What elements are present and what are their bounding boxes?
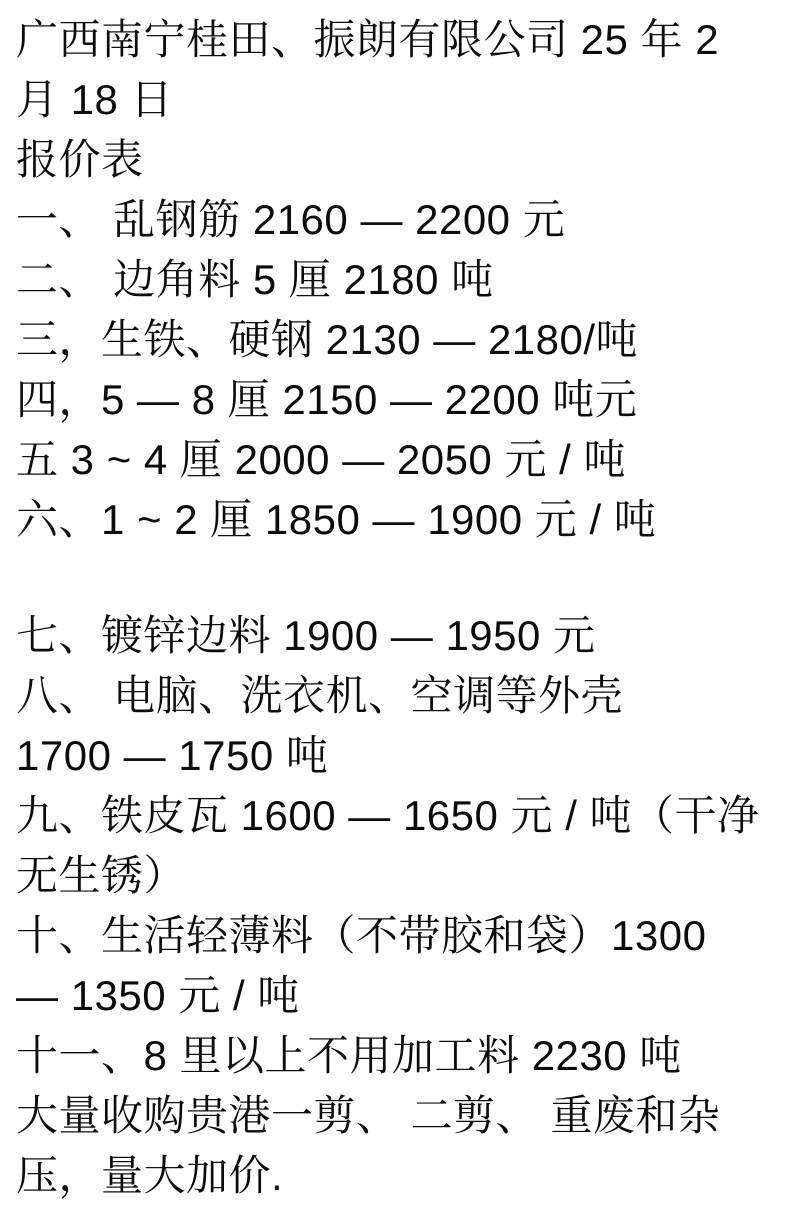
price-item-11: 十一、8 里以上不用加工料 2230 吨 — [16, 1032, 682, 1079]
price-item-10-line-1: 十、生活轻薄料（不带胶和袋）1300 — [16, 912, 707, 959]
document-title-line-2: 月 18 日 — [16, 76, 174, 123]
price-item-9-line-1: 九、铁皮瓦 1600 — 1650 元 / 吨（干净 — [16, 792, 760, 839]
price-item-6: 六、1 ~ 2 厘 1850 — 1900 元 / 吨 — [16, 496, 657, 543]
price-item-8-line-2: 1700 — 1750 吨 — [16, 732, 329, 779]
price-item-7: 七、镀锌边料 1900 — 1950 元 — [16, 612, 596, 659]
price-item-4: 四，5 — 8 厘 2150 — 2200 吨元 — [16, 376, 638, 423]
footer-line-1: 大量收购贵港一剪、 二剪、 重废和杂 — [16, 1092, 721, 1139]
price-item-3: 三，生铁、硬钢 2130 — 2180/吨 — [16, 316, 639, 363]
price-item-8-line-1: 八、 电脑、洗衣机、空调等外壳 — [16, 672, 624, 719]
paragraph-gap — [16, 550, 786, 606]
price-item-5: 五 3 ~ 4 厘 2000 — 2050 元 / 吨 — [16, 436, 626, 483]
document-subtitle: 报价表 — [16, 136, 144, 183]
price-item-10-line-2: — 1350 元 / 吨 — [16, 972, 300, 1019]
price-item-2: 二、 边角料 5 厘 2180 吨 — [16, 256, 494, 303]
document-title-line-1: 广西南宁桂田、振朗有限公司 25 年 2 — [16, 16, 720, 63]
footer-line-2: 压，量大加价. — [16, 1152, 284, 1199]
price-item-9-line-2: 无生锈） — [16, 852, 187, 899]
price-item-1: 一、 乱钢筋 2160 — 2200 元 — [16, 196, 566, 243]
